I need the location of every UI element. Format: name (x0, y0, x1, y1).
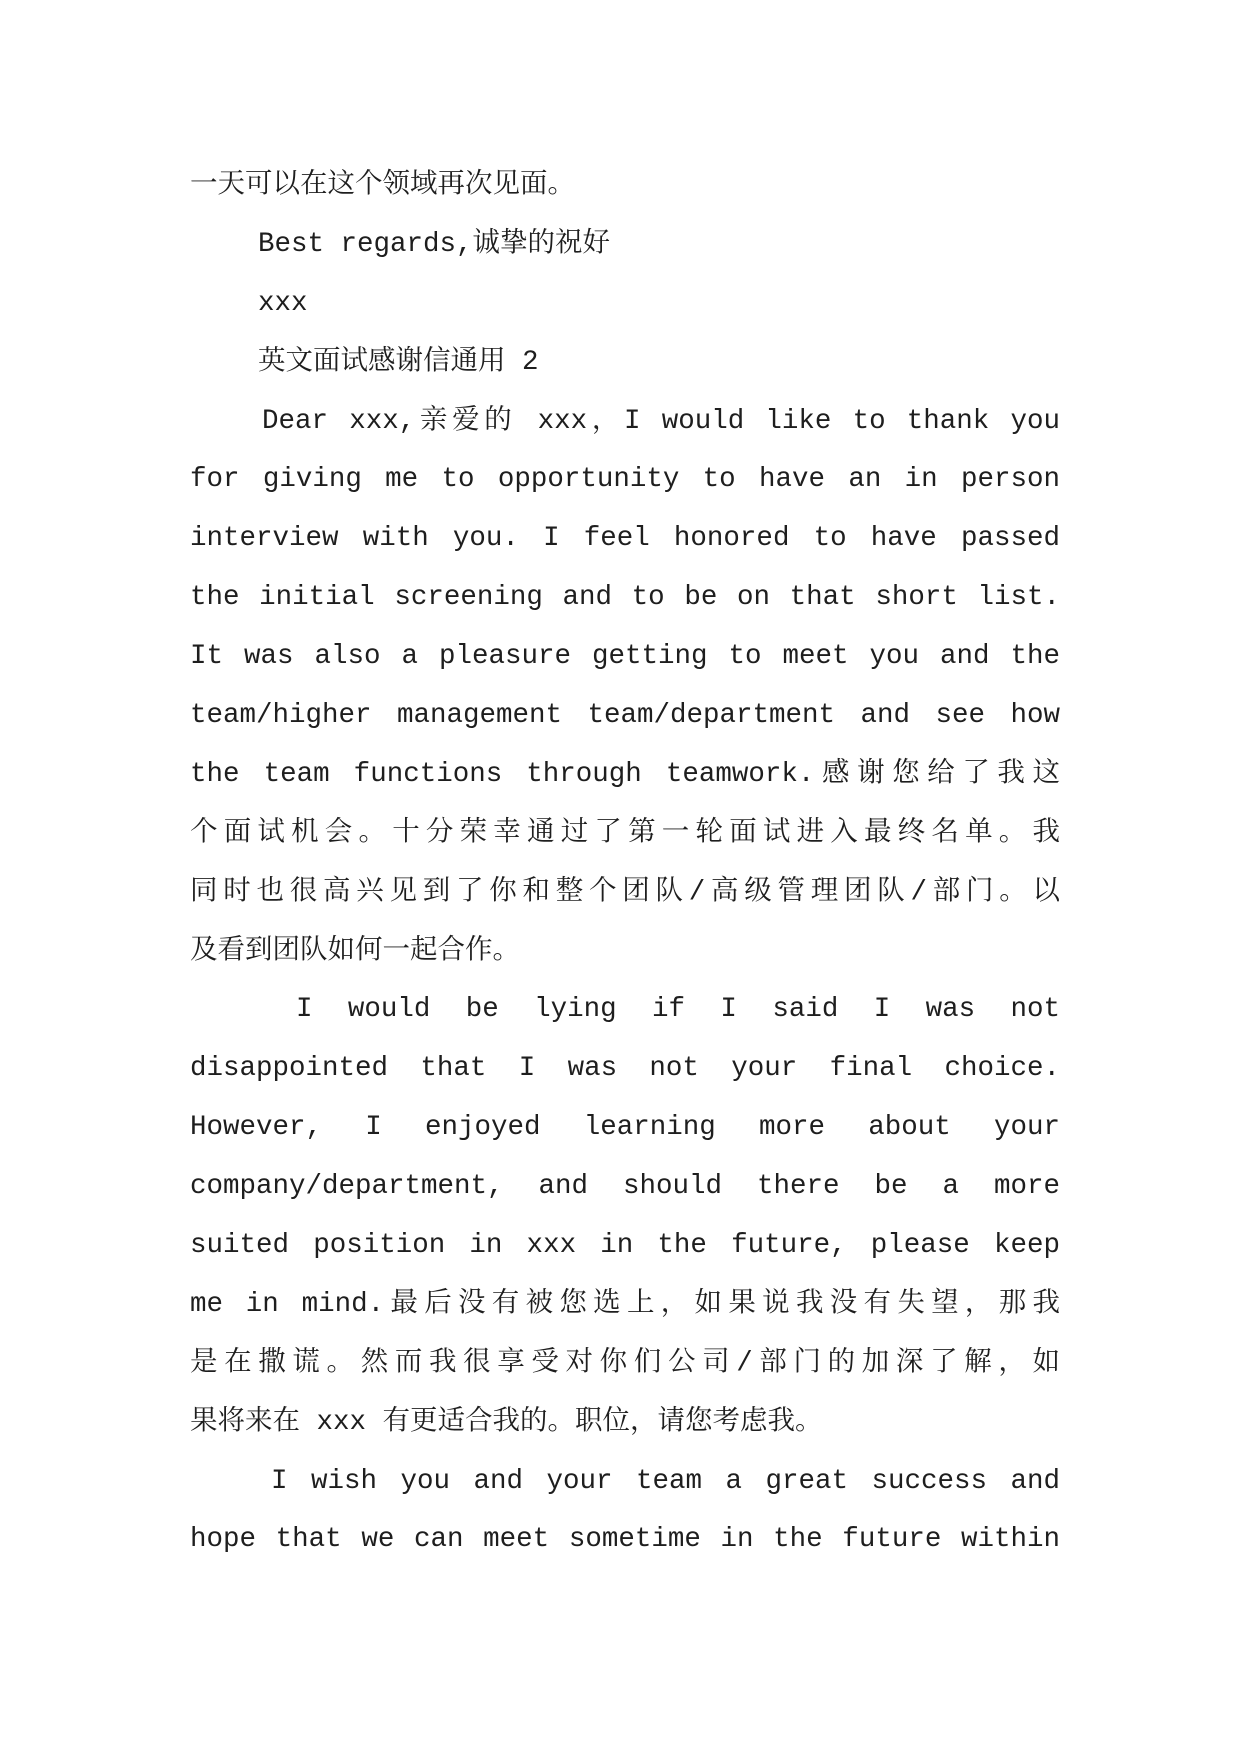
paragraph-line: 同时也很高兴见到了你和整个团队/高级管理团队/部门。以 (190, 876, 1060, 908)
paragraph-line: However, I enjoyed learning more about your (190, 1112, 1060, 1144)
paragraph-line: It was also a pleasure getting to meet you and the (190, 641, 1060, 673)
paragraph-line: I wish you and your team a great success and (271, 1465, 1060, 1497)
continuation-line: 一天可以在这个领域再次见面。 (190, 170, 575, 201)
paragraph-line: interview with you. I feel honored to have passed (190, 523, 1060, 555)
paragraph-line: for giving me to opportunity to have an in person (190, 464, 1060, 496)
paragraph-line: Dear xxx,亲爱的 xxx，I would like to thank you (262, 405, 1060, 437)
paragraph-wishes (190, 1453, 1060, 1571)
paragraph-line: the initial screening and to be on that short list. (190, 582, 1060, 614)
paragraph-line: 及看到团队如何一起合作。 (190, 935, 520, 967)
paragraph-thanks (190, 393, 1060, 982)
closing-line: Best regards,诚挚的祝好 (258, 228, 611, 260)
paragraph-line: 个面试机会。十分荣幸通过了第一轮面试进入最终名单。我 (190, 817, 1060, 849)
section-heading: 英文面试感谢信通用 2 (258, 346, 539, 378)
paragraph-disappointment (190, 981, 1060, 1452)
paragraph-line: hope that we can meet sometime in the future within (190, 1524, 1060, 1556)
paragraph-line: the team functions through teamwork.感谢您给了我这 (190, 758, 1060, 790)
paragraph-line: 果将来在 xxx 有更适合我的。职位，请您考虑我。 (190, 1406, 823, 1438)
paragraph-line: team/higher management team/department and see how (190, 700, 1060, 732)
signature: xxx (258, 287, 308, 319)
paragraph-line: disappointed that I was not your final choice. (190, 1053, 1060, 1085)
paragraph-line: 是在撒谎。然而我很享受对你们公司/部门的加深了解，如 (190, 1347, 1060, 1379)
document-page (190, 157, 1060, 1570)
paragraph-line: I would be lying if I said I was not (296, 994, 1060, 1026)
paragraph-line: me in mind.最后没有被您选上，如果说我没有失望，那我 (190, 1288, 1060, 1320)
paragraph-line: company/department, and should there be a more (190, 1171, 1060, 1203)
paragraph-line: suited position in xxx in the future, please keep (190, 1230, 1060, 1262)
